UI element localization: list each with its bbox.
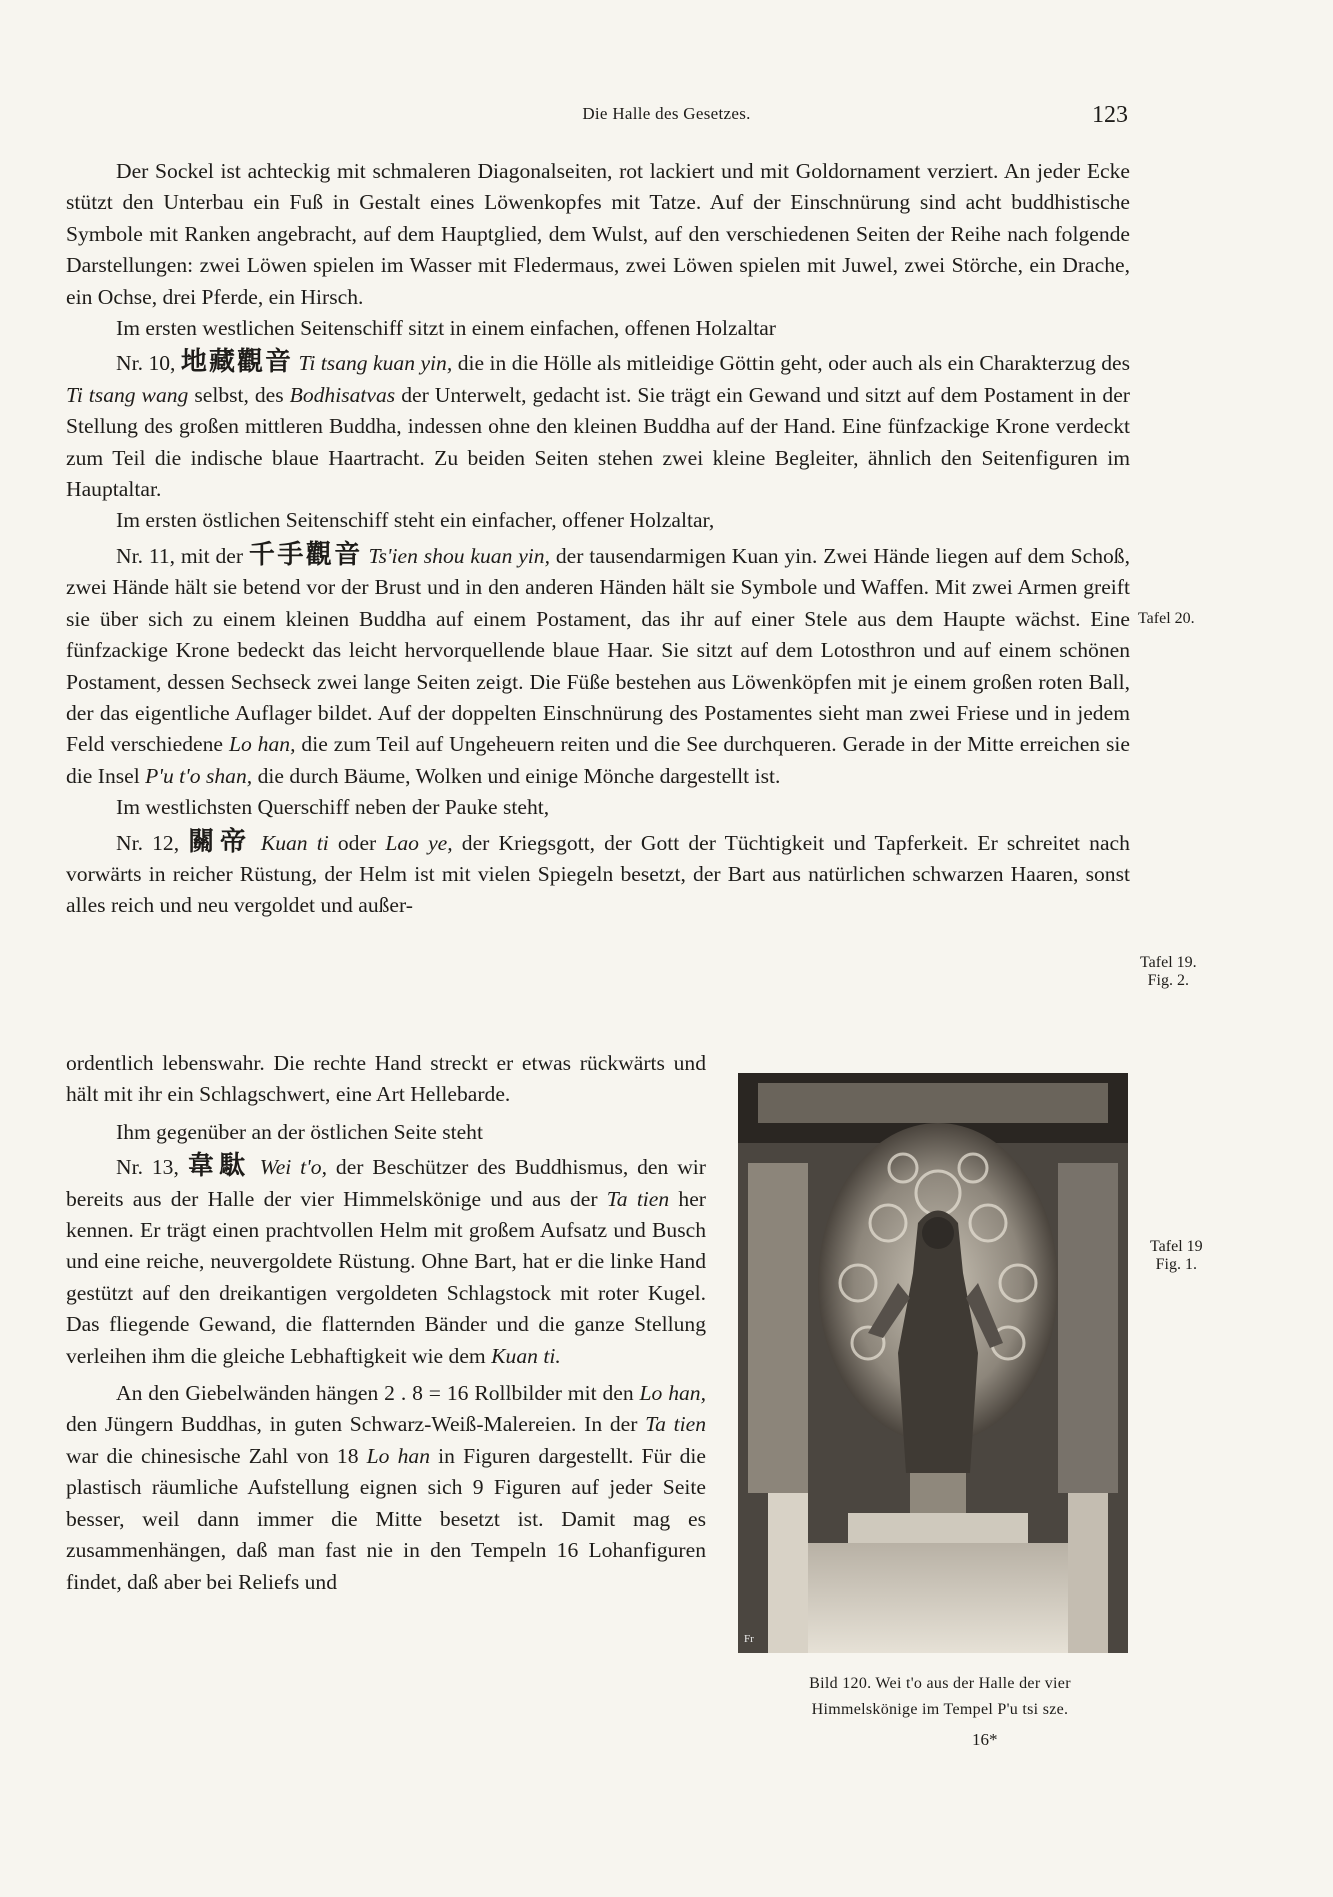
statue-photo-image [738,1073,1128,1653]
chinese-characters: 地藏觀音 [180,347,294,378]
deity-name: Ti tsang kuan yin, [298,351,453,376]
deity-name: Kuan ti [260,830,329,855]
paragraph-nr11: Nr. 11, mit der 千手觀音 Ts'ien shou kuan yin, der tausendarmigen Kuan yin. Zwei Hände liegen auf dem Schoß, zwei Hände hält sie betend vor der Brust und in den anderen Händen hält sie Symbole und Waffen. Mit zwei Armen greift sie über sich zu einem kleinen Buddha auf einem Postament, das ihr auf einer Stele aus dem Haupte wächst. Eine fünfzackige Krone bedeckt das leicht hervorquellende blaue Haar. Sie sitzt auf dem Lotosthron und auf einem schönen Postament, dessen Sechseck zwei lange Seiten zeigt. Die Füße bestehen aus Löwenköpfen mit je einem großen roten Ball, der das eigentliche Auflager bildet. Auf der doppelten Einschnürung des Postamentes sieht man zwei Friese und in jedem Feld verschiedene Lo han, die zum Teil auf Ungeheuern reiten und die See durchqueren. Gerade in der Mitte erreichen sie die Insel P'u t'o shan, die durch Bäume, Wolken und einige Mönche dargestellt ist. [66,539,1131,788]
page-number: 123 [1092,102,1128,128]
deity-name: Ts'ien shou kuan yin, [368,543,550,568]
paragraph-west-aisle: Im ersten westlichen Seitenschiff sitzt in einem einfachen, offenen Holzaltar [116,316,776,341]
chinese-characters: 關帝 [188,826,252,857]
entry-number: Nr. 11, mit der [116,543,244,568]
paragraph-sockel: Der Sockel ist achteckig mit schmaleren Diagonalseiten, rot lackiert und mit Goldornament verziert. An jeder Ecke stützt den Unterbau ein Fuß in Gestalt eines Löwenkopfes mit Tatze. Auf der Einschnürung sind acht buddhistische Symbole mit Ranken angebracht, auf dem Hauptglied, dem Wulst, auf den verschiedenen Seiten der Reihe nach folgende Darstellungen: zwei Löwen spielen im Wasser mit Fledermaus, zwei Löwen spielen mit Juwel, zwei Störche, ein Drache, ein Ochse, drei Pferde, ein Hirsch. [66,159,1130,309]
figure-caption: Bild 120. Wei t'o aus der Halle der vier Himmelskönige im Tempel P'u tsi sze. [809,1675,1071,1718]
paragraph-nr12: Nr. 12, 關帝 Kuan ti oder Lao ye, der Kriegsgott, der Gott der Tüchtigkeit und Tapferkeit. Er schreitet nach vorwärts in reicher Rüstung, der Helm ist mit vielen Spiegeln besetzt, der Bart aus natürlichen schwarzen Haaren, sonst alles reich und neu vergoldet und außer- [66,826,1130,918]
body-text-narrow [66,1048,706,1598]
deity-name: Wei t'o, [259,1155,327,1180]
signature-mark: 16* [972,1730,998,1749]
paragraph-opposite: Ihm gegenüber an der östlichen Seite steht [116,1119,483,1144]
paragraph-nr12-continued: ordentlich lebenswahr. Die rechte Hand streckt er etwas rückwärts und hält mit ihr ein Schlagschwert, eine Art Hellebarde. [66,1051,706,1107]
running-title: Die Halle des Gesetzes. [582,104,751,123]
photo-wei-to-statue [738,1073,1128,1653]
paragraph-nr10: Nr. 10, 地藏觀音 Ti tsang kuan yin, die in die Hölle als mitleidige Göttin geht, oder auch als ein Charakterzug des Ti tsang wang selbst, des Bodhisatvas der Unterwelt, gedacht ist. Sie trägt ein Gewand und sitzt auf dem Postament in der Stellung des großen mittleren Buddha, indessen ohne den kleinen Buddha auf der Hand. Eine fünfzackige Krone verdeckt zum Teil die indische blaue Haartracht. Zu beiden Seiten stehen zwei kleine Begleiter, ähnlich den Seitenfiguren im Hauptaltar. [66,347,1130,502]
entry-number: Nr. 12, [116,830,180,855]
margin-note-tafel-19-fig-2: Tafel 19. Fig. 2. [1140,954,1197,989]
body-text-full [66,156,1130,922]
photo-credit: Fr [744,1633,754,1645]
margin-note-tafel-19-fig-1: Tafel 19 Fig. 1. [1150,1238,1203,1273]
entry-number: Nr. 10, [116,351,176,376]
paragraph-west-transept: Im westlichsten Querschiff neben der Pauke steht, [116,795,550,820]
paragraph-nr13: Nr. 13, 韋駄 Wei t'o, der Beschützer des Buddhismus, den wir bereits aus der Halle der vier Himmelskönige und aus der Ta tien her kennen. Er trägt einen prachtvollen Helm mit großem Aufsatz und Busch und eine reiche, neuvergoldete Rüstung. Ohne Bart, hat er die linke Hand gestützt auf den dreikantigen vergoldeten Schlagstock mit roter Kugel. Das fliegende Gewand, die flatternden Bänder und die ganze Stellung verleihen ihm die gleiche Lebhaftigkeit wie dem Kuan ti. [66,1151,706,1368]
paragraph-east-aisle: Im ersten östlichen Seitenschiff steht ein einfacher, offener Holzaltar, [116,508,715,533]
entry-number: Nr. 13, [116,1155,179,1180]
chinese-characters: 千手觀音 [248,539,363,570]
margin-note-tafel-20: Tafel 20. [1138,610,1195,627]
paragraph-gable: An den Giebelwänden hängen 2 . 8 = 16 Rollbilder mit den Lo han, den Jüngern Buddhas, in guten Schwarz-Weiß-Malereien. In der Ta tien war die chinesische Zahl von 18 Lo han in Figuren dargestellt. Für die plastisch räumliche Aufstellung eignen sich 9 Figuren auf jeder Seite besser, weil dann immer die Mitte besetzt ist. Damit mag es zusammenhängen, daß man fast nie in den Tempeln 16 Lohanfiguren findet, daß aber bei Reliefs und [66,1381,706,1594]
chinese-characters: 韋駄 [187,1151,251,1182]
